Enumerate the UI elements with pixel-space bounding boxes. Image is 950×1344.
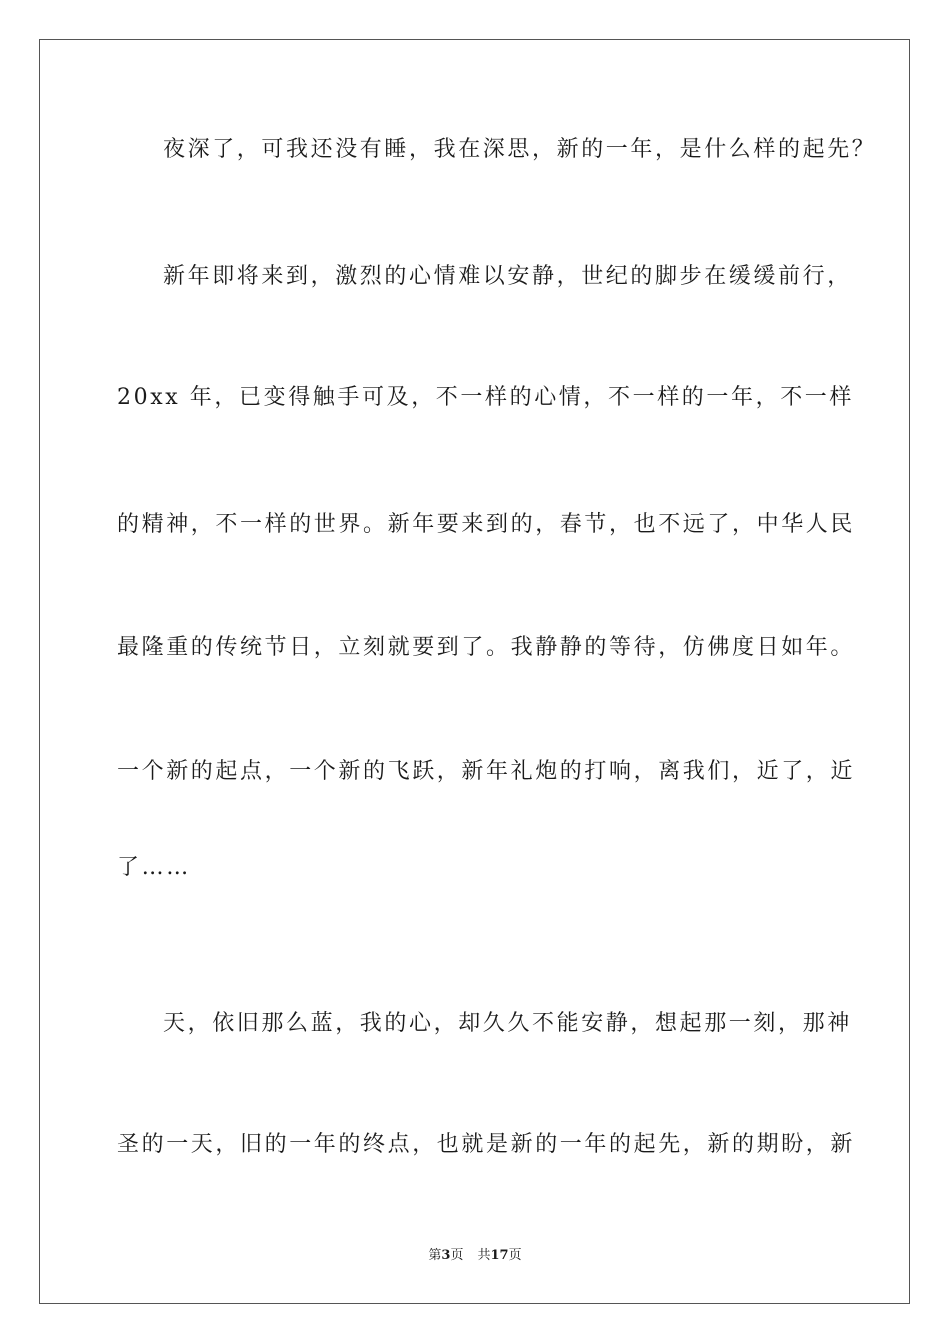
paragraph-line-7: 了……	[117, 855, 191, 880]
paragraph-line-5: 最隆重的传统节日，立刻就要到了。我静静的等待，仿佛度日如年。	[117, 635, 856, 660]
paragraph-line-8: 天，依旧那么蓝，我的心，却久久不能安静，想起那一刻，那神	[163, 1011, 852, 1036]
page-frame	[39, 39, 910, 1304]
footer-total-pages: 17	[490, 1248, 509, 1263]
paragraph-line-1: 夜深了，可我还没有睡，我在深思，新的一年，是什么样的起先？	[163, 137, 877, 162]
footer-page-number: 3	[441, 1248, 451, 1263]
page-footer	[0, 1246, 950, 1266]
paragraph-line-9: 圣的一天，旧的一年的终点，也就是新的一年的起先，新的期盼，新	[117, 1132, 856, 1157]
paragraph-line-3: 20xx 年，已变得触手可及，不一样的心情，不一样的一年，不一样	[117, 385, 855, 410]
paragraph-line-2: 新年即将来到，激烈的心情难以安静，世纪的脚步在缓缓前行，	[163, 264, 852, 289]
footer-page-prefix: 第	[428, 1248, 442, 1263]
paragraph-line-6: 一个新的起点，一个新的飞跃，新年礼炮的打响，离我们，近了，近	[117, 759, 856, 784]
footer-total-suffix: 页	[508, 1248, 522, 1263]
footer-total-prefix: 共	[477, 1248, 491, 1263]
footer-page-suffix: 页	[450, 1248, 464, 1263]
paragraph-line-4: 的精神，不一样的世界。新年要来到的，春节，也不远了，中华人民	[117, 512, 856, 537]
